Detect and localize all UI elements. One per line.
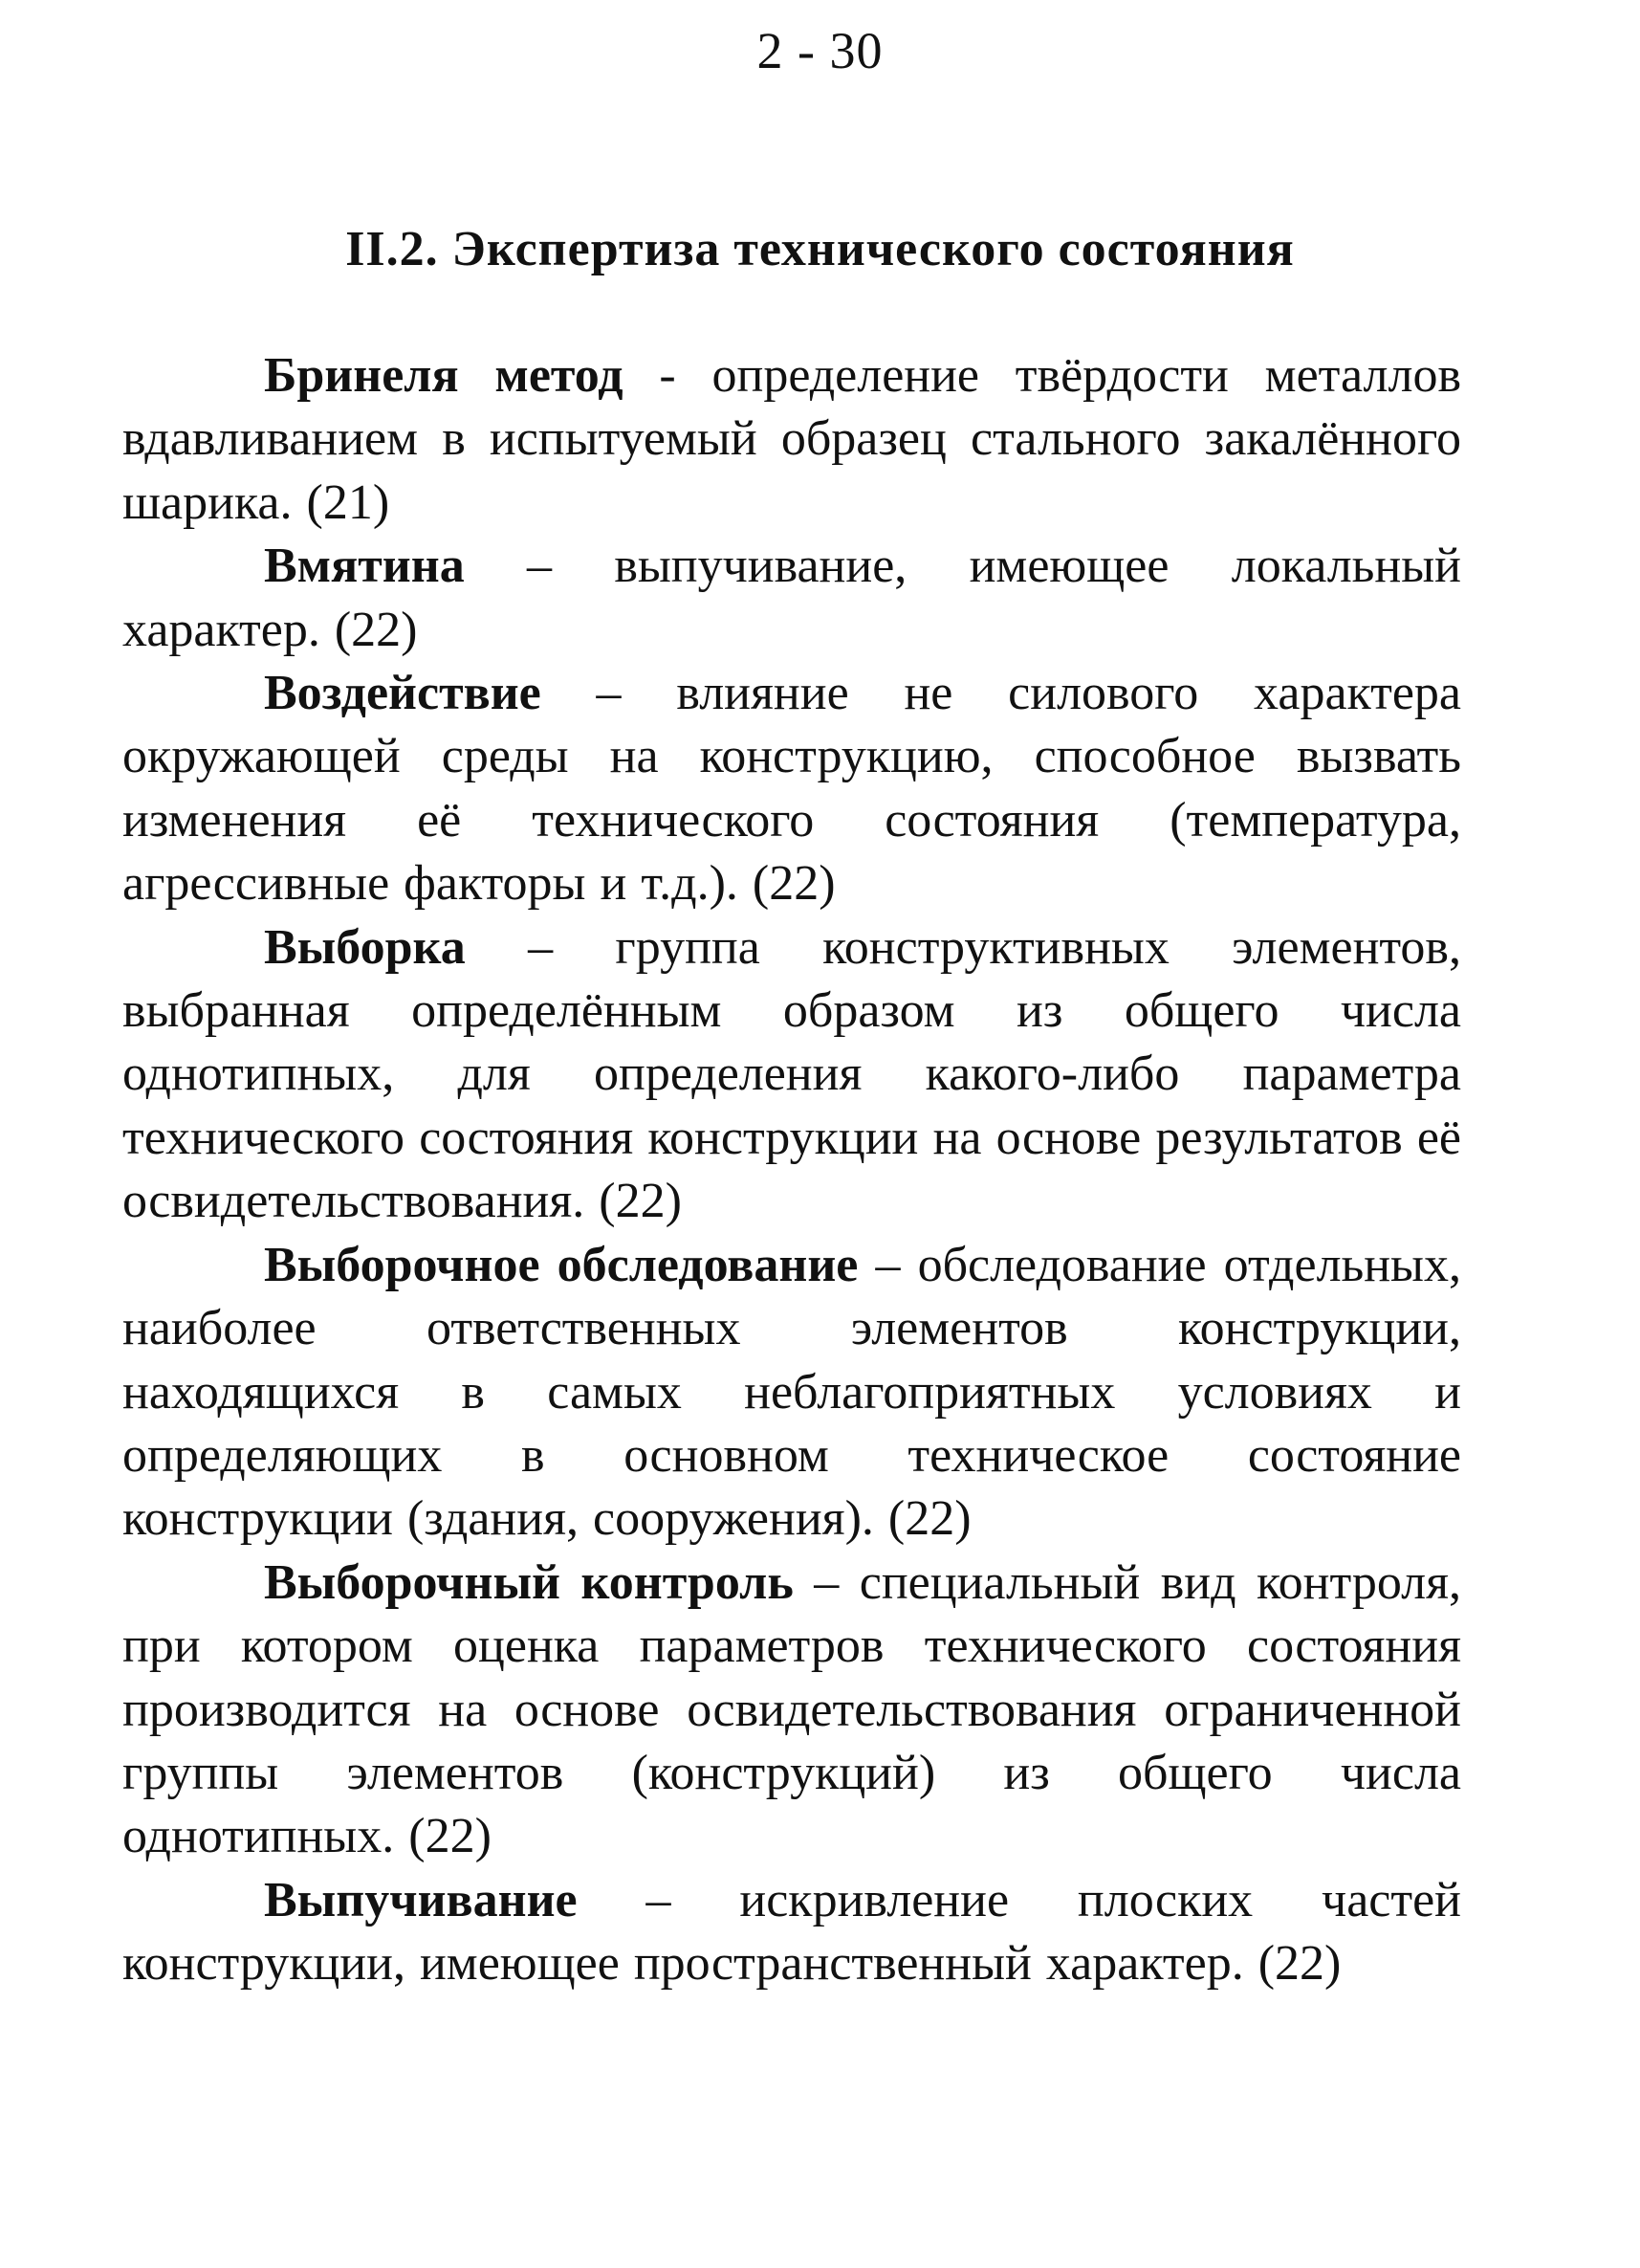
entry-term: Выпучивание xyxy=(264,1872,578,1927)
entry-term: Бринеля метод xyxy=(264,348,623,403)
entry-definition: – обследование отдельных, наиболее ответственных элементов конструкции, находящихся в самых неблагоприятных условиях и определяющих в основном техническое состояние конструкции (здания, сооружения). (22) xyxy=(122,1237,1461,1547)
glossary-entry xyxy=(122,1869,1461,1996)
entry-term: Вмятина xyxy=(264,539,465,594)
glossary-entry xyxy=(122,662,1461,916)
page-number: 2 - 30 xyxy=(756,22,884,79)
entry-term: Выборочный контроль xyxy=(264,1554,794,1610)
glossary-entry xyxy=(122,535,1461,662)
entry-definition: – группа конструктивных элементов, выбранная определённым образом из общего числа однотипных, для определения какого-либо параметра технического состояния конструкции на основе результатов её освидетельствования. (22) xyxy=(122,919,1461,1229)
entry-definition: – выпучивание, имеющее локальный характер. (22) xyxy=(122,539,1461,657)
glossary-entry xyxy=(122,1552,1461,1869)
entry-definition: – искривление плоских частей конструкции, имеющее пространственный характер. (22) xyxy=(122,1872,1461,1992)
entry-term: Выборка xyxy=(264,919,466,975)
glossary-entry xyxy=(122,344,1461,535)
entry-definition: – специальный вид контроля, при котором оценка параметров технического состояния производится на основе освидетельствования ограниченной группы элементов (конструкций) из общего числа однотипных. (22) xyxy=(122,1554,1461,1864)
glossary-entries xyxy=(122,344,1461,1996)
entry-term: Воздействие xyxy=(264,666,541,721)
glossary-entry xyxy=(122,916,1461,1234)
entry-term: Выборочное обследование xyxy=(264,1237,859,1292)
entry-definition: - определение твёрдости металлов вдавливанием в испытуемый образец стального закалённого шарика. (21) xyxy=(122,348,1461,530)
glossary-entry xyxy=(122,1234,1461,1552)
entry-definition: – влияние не силового характера окружающей среды на конструкцию, способное вызвать изменения её технического состояния (температура, агрессивные факторы и т.д.). (22) xyxy=(122,666,1461,912)
section-title: II.2. Экспертиза технического состояния xyxy=(345,222,1295,276)
